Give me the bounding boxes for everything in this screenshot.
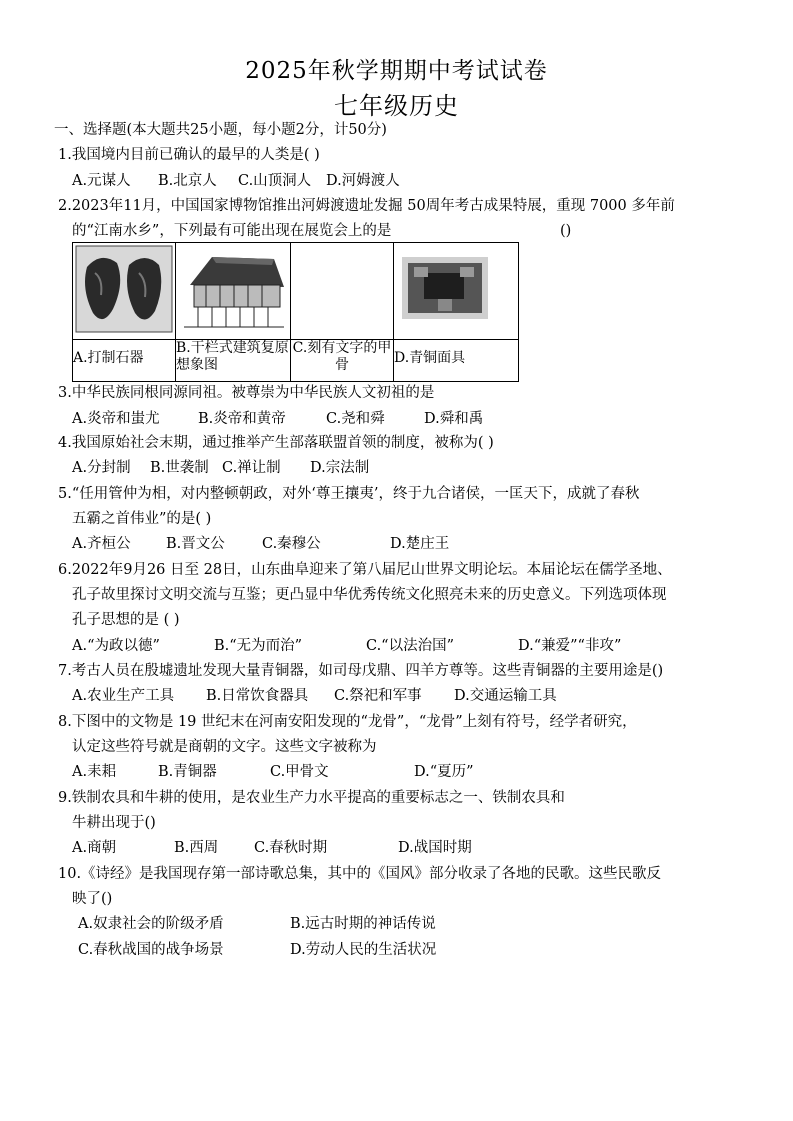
q7-option-a: A.农业生产工具: [72, 688, 175, 704]
q2-caption-c: C.刻有文字的甲骨: [291, 340, 394, 382]
q2-image-table: [72, 242, 519, 382]
q2-caption-a: A.打制石器: [73, 340, 176, 382]
question-8-stem-line1: 8.下图中的文物是 19 世纪末在河南安阳发现的“龙骨”，“龙骨”上刻有符号，经学者研究，: [58, 714, 637, 730]
q3-option-c: C.尧和舜: [326, 411, 385, 427]
question-9-stem-line1: 9.铁制农具和牛耕的使用，是农业生产力水平提高的重要标志之一、铁制农具和: [58, 790, 565, 806]
q10-option-d: D.劳动人民的生活状况: [290, 942, 437, 958]
q1-option-c: C.山顶洞人: [238, 173, 312, 189]
q8-option-d: D.“夏历”: [414, 764, 474, 780]
stone-tools-image: [73, 243, 175, 335]
question-6-stem-line1: 6.2022年9月26 日至 28日，山东曲阜迎来了第八届尼山世界文明论坛。本届论坛在儒学圣地、: [58, 562, 672, 578]
question-4-stem: 4.我国原始社会末期，通过推举产生部落联盟首领的制度，被称为( ): [58, 435, 494, 451]
q5-option-a: A.齐桓公: [72, 536, 131, 552]
q2-image-c-cell: [291, 243, 394, 340]
section-heading: 一、选择题(本大题共25小题，每小题2分，计50分): [54, 122, 387, 138]
q4-option-d: D.宗法制: [310, 460, 370, 476]
question-5-stem-line2: 五霸之首伟业”的是( ): [72, 511, 212, 527]
question-2-stem-line1: 2.2023年11月，中国国家博物馆推出河姆渡遗址发掘 50周年考古成果特展，重现 7000 多年前: [58, 198, 675, 214]
q7-option-b: B.日常饮食器具: [206, 688, 309, 704]
question-3-stem: 3.中华民族同根同源同祖。被尊崇为中华民族人文初祖的是: [58, 385, 435, 401]
q2-image-b-cell: [176, 243, 291, 340]
q10-option-c: C.春秋战国的战争场景: [78, 942, 224, 958]
q9-option-c: C.春秋时期: [254, 840, 328, 856]
q9-option-d: D.战国时期: [398, 840, 472, 856]
q6-option-a: A.“为政以德”: [72, 638, 160, 654]
q7-option-c: C.祭祀和军事: [334, 688, 422, 704]
q1-option-a: A.元谋人: [72, 173, 131, 189]
q10-option-a: A.奴隶社会的阶级矛盾: [78, 916, 224, 932]
question-8-stem-line2: 认定这些符号就是商朝的文字。这些文字被称为: [72, 739, 377, 755]
q6-option-c: C.“以法治国”: [366, 638, 455, 654]
question-10-stem-line1: 10.《诗经》是我国现存第一部诗歌总集，其中的《国风》部分收录了各地的民歌。这些民歌反: [58, 866, 662, 882]
q6-option-d: D.“兼爱”“非攻”: [518, 638, 622, 654]
q2-image-a-cell: [73, 243, 176, 340]
q3-option-d: D.舜和禹: [424, 411, 484, 427]
q2-image-d-cell: [394, 243, 519, 340]
q8-option-a: A.耒耜: [72, 764, 117, 780]
q3-option-b: B.炎帝和黄帝: [198, 411, 286, 427]
q8-option-c: C.甲骨文: [270, 764, 329, 780]
question-2-stem-line2: 的“江南水乡”，下列最有可能出现在展览会上的是: [72, 223, 392, 239]
q5-option-c: C.秦穆公: [262, 536, 321, 552]
q4-option-c: C.禅让制: [222, 460, 281, 476]
question-7-stem: 7.考古人员在殷墟遗址发现大量青铜器，如司母戊鼎、四羊方尊等。这些青铜器的主要用途是(): [58, 663, 664, 679]
q7-option-d: D.交通运输工具: [454, 688, 557, 704]
q1-option-d: D.河姆渡人: [326, 173, 400, 189]
bronze-mask-image: [394, 243, 518, 335]
q6-option-b: B.“无为而治”: [214, 638, 303, 654]
q4-option-a: A.分封制: [72, 460, 131, 476]
question-6-stem-line2: 孔子故里探讨文明交流与互鉴；更凸显中华优秀传统文化照亮未来的历史意义。下列选项体现: [72, 587, 667, 603]
q3-option-a: A.炎帝和蚩尤: [72, 411, 160, 427]
question-9-stem-line2: 牛耕出现于(): [72, 815, 156, 831]
q1-option-b: B.北京人: [158, 173, 217, 189]
question-10-stem-line2: 映了(): [72, 891, 113, 907]
question-1-stem: 1.我国境内目前已确认的最早的人类是( ): [58, 147, 320, 163]
question-6-stem-line3: 孔子思想的是 ( ): [72, 612, 180, 628]
q4-option-b: B.世袭制: [150, 460, 209, 476]
stilt-house-image: [176, 243, 290, 335]
q10-option-b: B.远古时期的神话传说: [290, 916, 436, 932]
q5-option-b: B.晋文公: [166, 536, 225, 552]
q8-option-b: B.青铜器: [158, 764, 217, 780]
q2-caption-d: D.青铜面具: [394, 340, 519, 382]
question-2-paren: (): [560, 223, 572, 239]
q9-option-b: B.西周: [174, 840, 219, 856]
q9-option-a: A.商朝: [72, 840, 117, 856]
exam-subtitle: 七年级历史: [334, 92, 459, 120]
question-5-stem-line1: 5.“任用管仲为相，对内整顿朝政，对外‘尊王攘夷’，终于九合诸侯，一匡天下，成就了春秋: [58, 486, 640, 502]
exam-title: 2025年秋学期期中考试试卷: [245, 58, 548, 84]
q5-option-d: D.楚庄王: [390, 536, 450, 552]
q2-caption-b: B.干栏式建筑复原想象图: [176, 340, 291, 382]
